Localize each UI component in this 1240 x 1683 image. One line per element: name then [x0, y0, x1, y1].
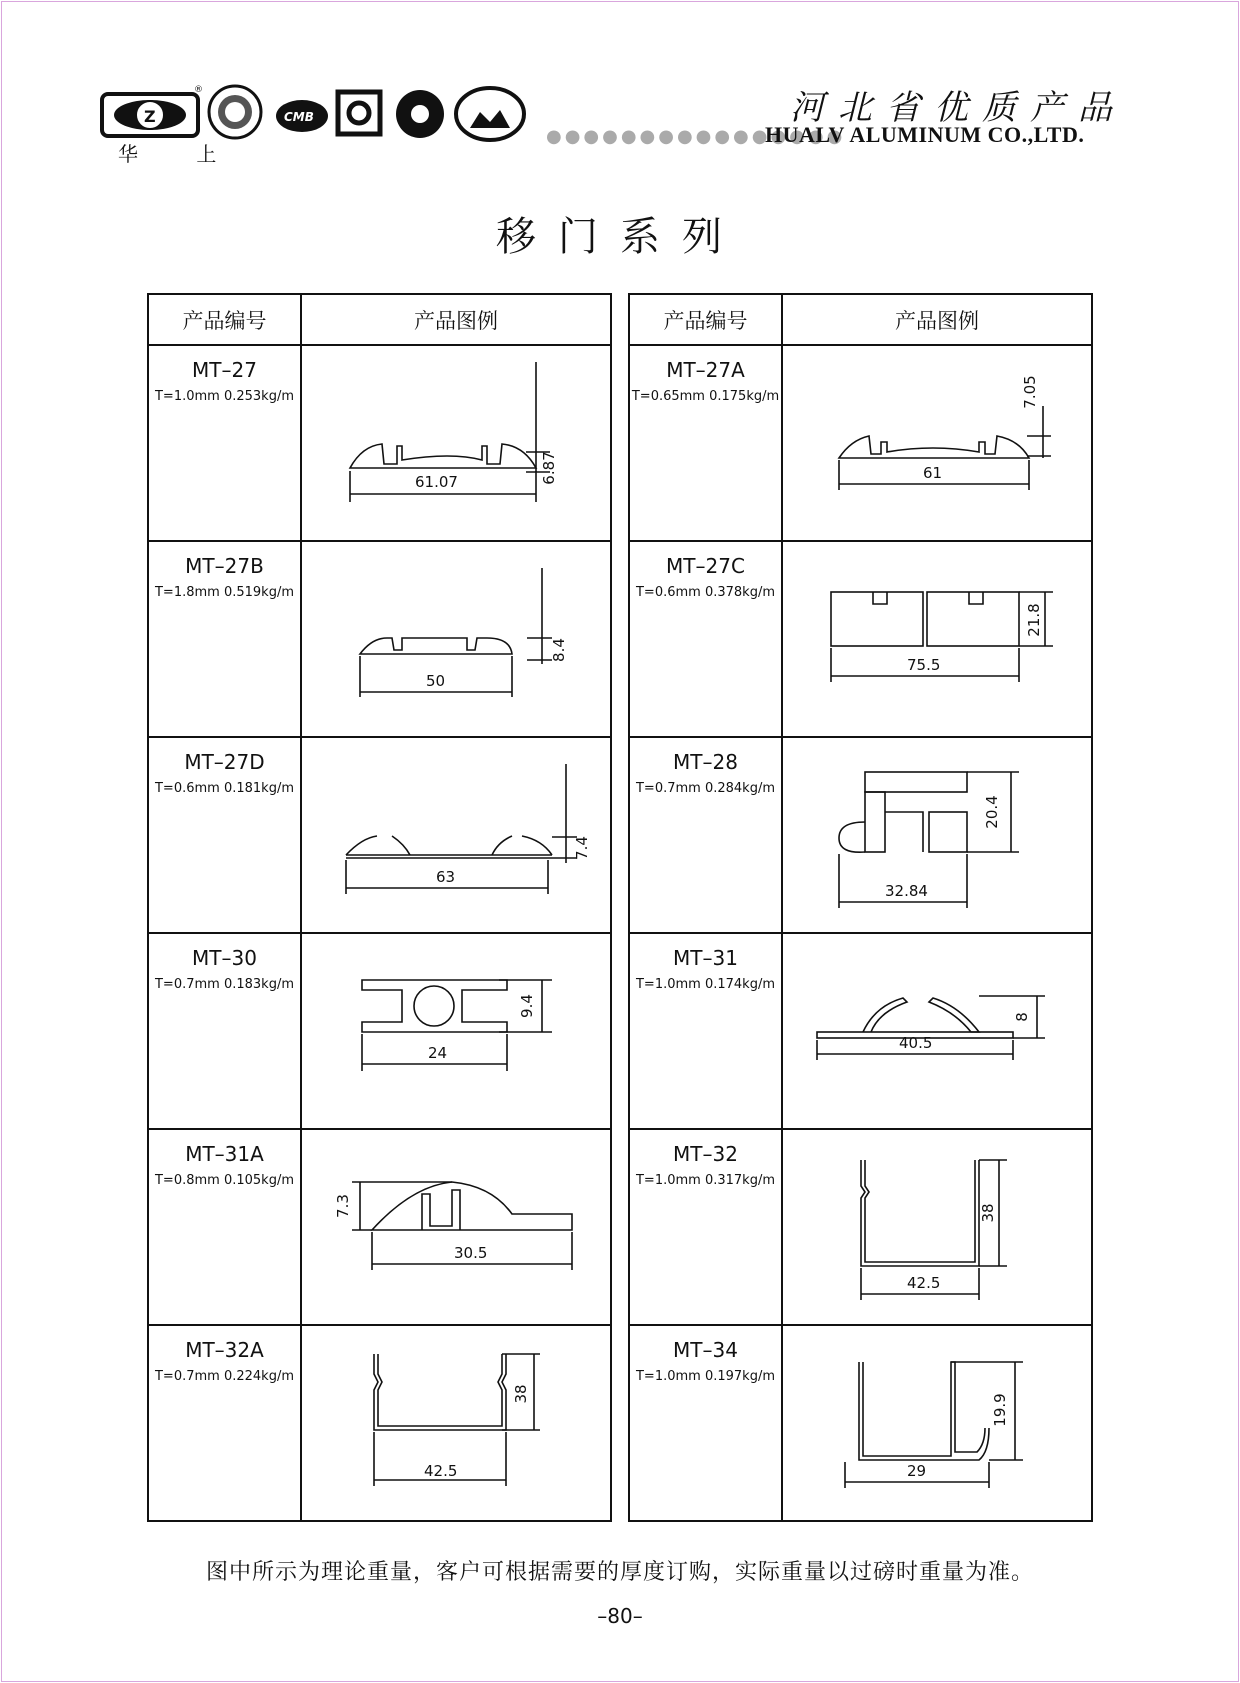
product-drawing-cell	[782, 933, 1092, 1129]
height-dimension: 21.8	[1025, 603, 1043, 637]
product-drawing-cell	[782, 1129, 1092, 1325]
logo-caption: 华 上	[118, 142, 243, 166]
product-spec: T=1.0mm 0.253kg/m	[154, 389, 294, 404]
product-info	[629, 933, 782, 1129]
cmb-logo	[276, 100, 328, 132]
width-dimension: 63	[436, 868, 456, 886]
profile-drawing	[302, 1130, 610, 1324]
product-code: MT–27C	[666, 554, 745, 578]
product-table-right	[628, 293, 1093, 1522]
width-dimension: 32.84	[885, 882, 928, 900]
height-dimension: 8.4	[550, 638, 568, 662]
table-row	[629, 541, 1092, 737]
svg-text:CMB: CMB	[284, 110, 314, 124]
product-drawing-cell	[782, 737, 1092, 933]
table-row	[629, 1325, 1092, 1521]
svg-text:®: ®	[194, 85, 203, 95]
product-info	[148, 1325, 301, 1521]
quality-mark-logo	[338, 92, 380, 134]
profile-drawing	[783, 1130, 1091, 1324]
table-row	[148, 933, 611, 1129]
product-info	[148, 933, 301, 1129]
page-number: –80–	[597, 1604, 643, 1628]
column-header-code: 产品编号	[148, 294, 301, 345]
column-header-image: 产品图例	[301, 294, 611, 345]
height-dimension: 8	[1013, 1012, 1031, 1022]
product-code: MT–28	[673, 750, 738, 774]
height-dimension: 38	[512, 1384, 530, 1404]
table-row	[148, 1325, 611, 1521]
product-spec: T=1.8mm 0.519kg/m	[154, 585, 294, 600]
product-drawing-cell	[301, 1325, 611, 1521]
width-dimension: 29	[907, 1462, 927, 1480]
width-dimension: 50	[426, 672, 446, 690]
width-dimension: 61	[923, 464, 943, 482]
width-dimension: 75.5	[907, 656, 941, 674]
column-header-code: 产品编号	[629, 294, 782, 345]
tagline: 河北省优质产品	[790, 88, 1126, 128]
product-code: MT–34	[673, 1338, 738, 1362]
product-spec: T=0.6mm 0.378kg/m	[635, 585, 775, 600]
company-name: HUALV ALUMINUM CO.,LTD.	[765, 122, 1085, 147]
height-dimension: 19.9	[991, 1393, 1009, 1427]
product-info	[148, 541, 301, 737]
column-header-image: 产品图例	[782, 294, 1092, 345]
footnote: 图中所示为理论重量，客户可根据需要的厚度订购，实际重量以过磅时重量为准。	[205, 1560, 1034, 1585]
table-row	[148, 345, 611, 541]
product-spec: T=0.7mm 0.224kg/m	[154, 1369, 294, 1384]
profile-drawing	[302, 934, 610, 1128]
height-dimension: 20.4	[983, 795, 1001, 829]
profile-drawing	[783, 542, 1091, 736]
height-dimension: 38	[979, 1203, 997, 1223]
product-drawing-cell	[301, 737, 611, 933]
product-code: MT–27A	[666, 358, 745, 382]
product-code: MT–32	[673, 1142, 738, 1166]
table-header-row	[148, 294, 611, 345]
width-dimension: 24	[428, 1044, 448, 1062]
table-header-row	[629, 294, 1092, 345]
product-drawing-cell	[782, 1325, 1092, 1521]
product-info	[629, 1325, 782, 1521]
product-table-left	[147, 293, 612, 1522]
width-dimension: 40.5	[899, 1034, 933, 1052]
width-dimension: 42.5	[907, 1274, 941, 1292]
width-dimension: 42.5	[424, 1462, 458, 1480]
product-drawing-cell	[782, 541, 1092, 737]
width-dimension: 30.5	[454, 1244, 488, 1262]
hualv-logo	[102, 85, 203, 136]
profile-drawing	[302, 1326, 610, 1520]
product-info	[629, 345, 782, 541]
product-code: MT–31A	[185, 1142, 264, 1166]
product-spec: T=0.8mm 0.105kg/m	[154, 1173, 294, 1188]
profile-drawing	[783, 934, 1091, 1128]
svg-text:Z: Z	[144, 107, 156, 126]
product-spec: T=1.0mm 0.197kg/m	[635, 1369, 775, 1384]
height-dimension: 7.05	[1021, 375, 1039, 409]
product-info	[148, 1129, 301, 1325]
product-drawing-cell	[301, 1129, 611, 1325]
product-info	[148, 345, 301, 541]
height-dimension: 9.4	[518, 994, 536, 1018]
width-dimension: 61.07	[415, 473, 458, 491]
page-title: 移门系列	[496, 214, 744, 260]
hebei-quality-logo	[456, 88, 524, 140]
product-spec: T=0.6mm 0.181kg/m	[154, 781, 294, 796]
product-info	[148, 737, 301, 933]
product-drawing-cell	[301, 933, 611, 1129]
decorative-dots: ●●●●●●●●●●●●●●●●	[546, 126, 846, 147]
product-info	[629, 541, 782, 737]
product-drawing-cell	[782, 345, 1092, 541]
table-row	[629, 933, 1092, 1129]
height-dimension: 7.4	[573, 836, 591, 860]
table-row	[148, 541, 611, 737]
table-row	[629, 1129, 1092, 1325]
profile-drawing	[783, 1326, 1091, 1520]
globe-seal-logo	[209, 86, 261, 138]
profile-drawing	[302, 346, 610, 540]
height-dimension: 7.3	[334, 1194, 352, 1218]
product-spec: T=0.65mm 0.175kg/m	[631, 389, 780, 404]
product-spec: T=0.7mm 0.183kg/m	[154, 977, 294, 992]
product-code: MT–27B	[185, 554, 264, 578]
product-code: MT–27	[192, 358, 257, 382]
product-code: MT–32A	[185, 1338, 264, 1362]
product-info	[629, 737, 782, 933]
product-drawing-cell	[301, 541, 611, 737]
product-spec: T=1.0mm 0.174kg/m	[635, 977, 775, 992]
table-row	[148, 1129, 611, 1325]
table-row	[629, 345, 1092, 541]
profile-drawing	[302, 542, 610, 736]
product-drawing-cell	[301, 345, 611, 541]
height-dimension: 6.87	[540, 451, 558, 485]
table-row	[629, 737, 1092, 933]
product-spec: T=1.0mm 0.317kg/m	[635, 1173, 775, 1188]
profile-drawing	[302, 738, 610, 932]
profile-drawing	[783, 738, 1091, 932]
bank-logo	[396, 90, 444, 138]
product-code: MT–31	[673, 946, 738, 970]
product-code: MT–30	[192, 946, 257, 970]
product-code: MT–27D	[184, 750, 265, 774]
table-row	[148, 737, 611, 933]
product-info	[629, 1129, 782, 1325]
product-spec: T=0.7mm 0.284kg/m	[635, 781, 775, 796]
profile-drawing	[783, 346, 1091, 540]
